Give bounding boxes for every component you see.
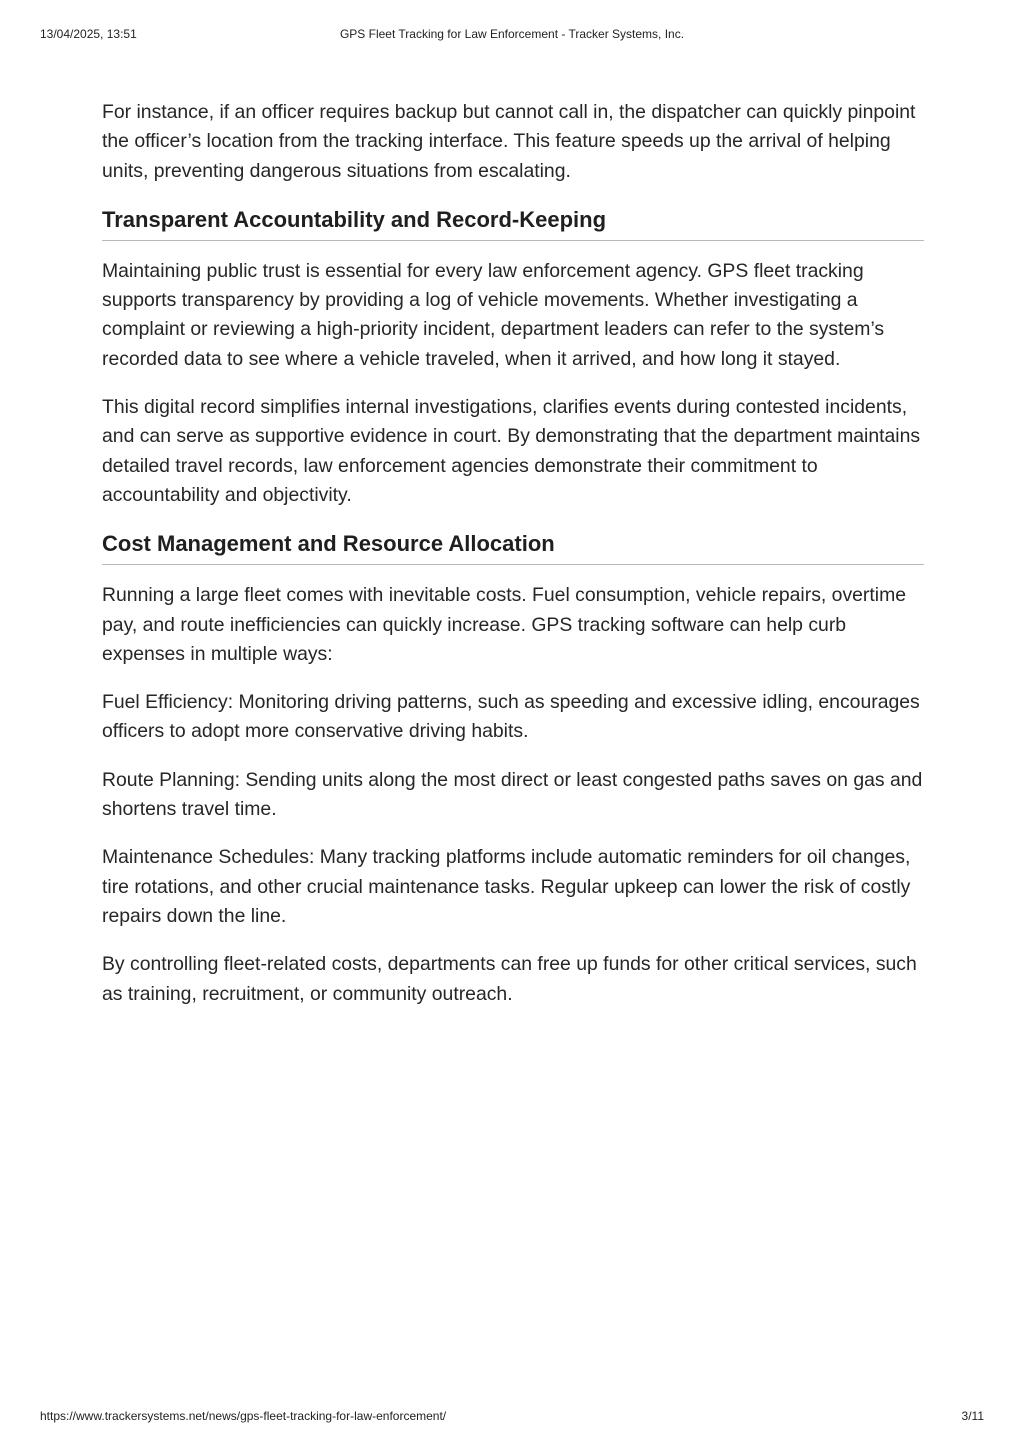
print-footer <box>40 1409 984 1425</box>
paragraph: Running a large fleet comes with inevitable costs. Fuel consumption, vehicle repairs, overtime pay, and route inefficiencies can quickly increase. GPS tracking software can help curb expenses in multiple ways: <box>102 584 907 665</box>
print-page-title: GPS Fleet Tracking for Law Enforcement - Tracker Systems, Inc. <box>339 27 685 41</box>
section-cost-management <box>102 529 924 1009</box>
section-heading: Transparent Accountability and Record-Keeping <box>102 205 924 241</box>
paragraph: By controlling fleet-related costs, departments can free up funds for other critical services, such as training, recruitment, or community outreach. <box>102 953 917 1005</box>
article-content <box>102 98 924 1028</box>
paragraph: Route Planning: Sending units along the most direct or least congested paths saves on gas and shortens travel time. <box>102 768 923 821</box>
section-heading: Cost Management and Resource Allocation <box>102 529 924 565</box>
print-datetime: 13/04/2025, 13:51 <box>40 27 137 41</box>
intro-paragraph: For instance, if an officer requires backup but cannot call in, the dispatcher can quickly pinpoint the officer’s location from the tracking interface. This feature speeds up the arrival of helping units, preventing dangerous situations from escalating. <box>102 101 916 182</box>
page-url: https://www.trackersystems.net/news/gps-fleet-tracking-for-law-enforcement/ <box>40 1409 447 1423</box>
paragraph: Maintenance Schedules: Many tracking platforms include automatic reminders for oil changes, tire rotations, and other crucial maintenance tasks. Regular upkeep can lower the risk of costly repairs down the line. <box>102 846 911 927</box>
page-number: 3/11 <box>961 1409 984 1423</box>
paragraph: Maintaining public trust is essential for every law enforcement agency. GPS fleet tracking supports transparency by providing a log of vehicle movements. Whether investigating a complaint or reviewing a high-priority incident, department leaders can refer to the system’s recorded data to see where a vehicle traveled, when it arrived, and how long it stayed. <box>102 259 885 370</box>
paragraph: This digital record simplifies internal investigations, clarifies events during contested incidents, and can serve as supportive evidence in court. By demonstrating that the department maintains detailed travel records, law enforcement agencies demonstrate their commitment to accountability and objectivity. <box>102 396 921 506</box>
section-accountability <box>102 205 924 510</box>
print-header <box>40 27 984 43</box>
paragraph: Fuel Efficiency: Monitoring driving patterns, such as speeding and excessive idling, encourages officers to adopt more conservative driving habits. <box>102 691 920 743</box>
